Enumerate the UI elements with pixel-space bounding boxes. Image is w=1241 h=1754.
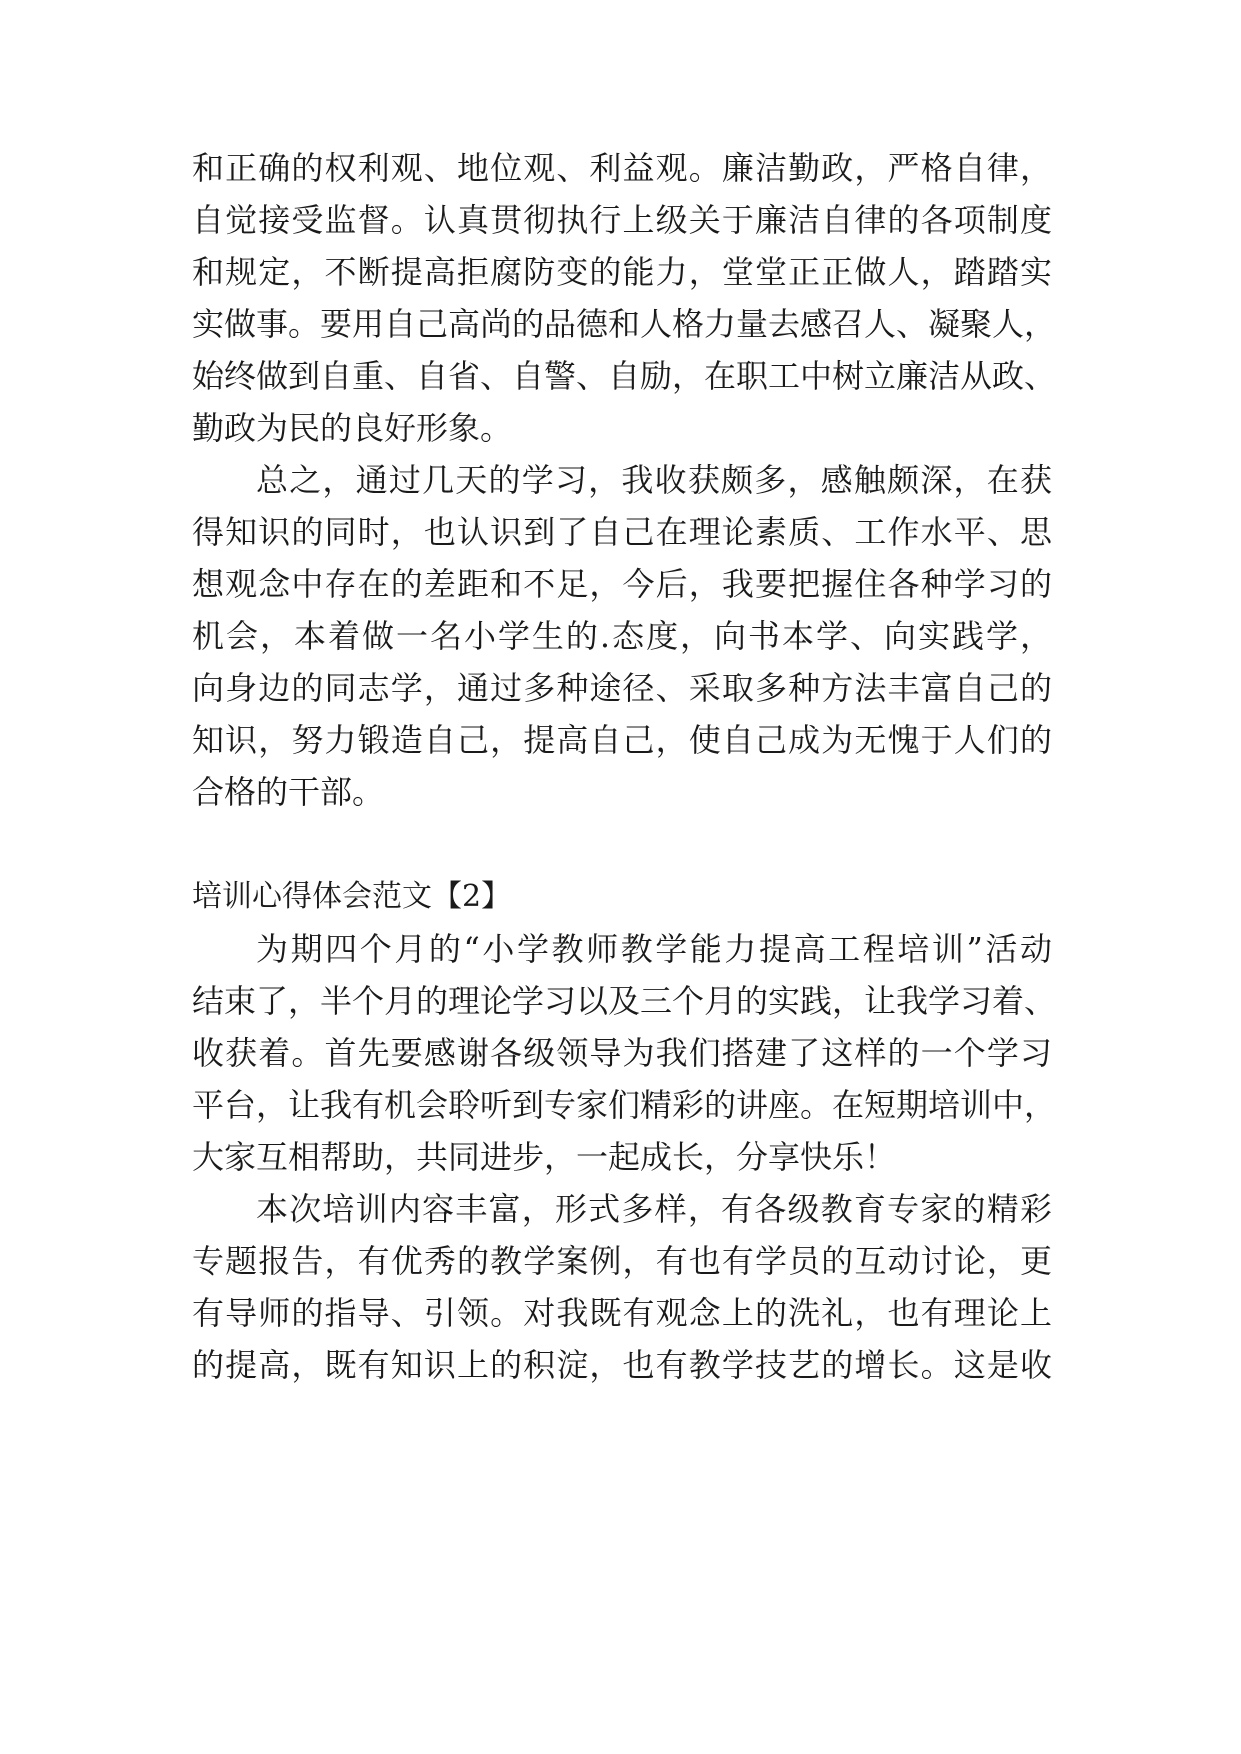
- paragraph-line: 的提高，既有知识上的积淀，也有教学技艺的增长。这是收: [192, 1346, 1052, 1384]
- paragraph-line: 和规定，不断提高拒腐防变的能力，堂堂正正做人，踏踏实: [192, 253, 1052, 291]
- paragraph-line: 勤政为民的良好形象。: [192, 409, 513, 447]
- paragraph-line: 专题报告，有优秀的教学案例，有也有学员的互动讨论，更: [192, 1242, 1052, 1280]
- paragraph-line: 总之，通过几天的学习，我收获颇多，感触颇深，在获: [256, 461, 1052, 499]
- paragraph-line: 实做事。要用自己高尚的品德和人格力量去感召人、凝聚人，: [192, 305, 1057, 343]
- section-heading: 培训心得体会范文【2】: [192, 879, 512, 914]
- paragraph-line: 合格的干部。: [192, 773, 385, 811]
- paragraph-line: 始终做到自重、自省、自警、自励，在职工中树立廉洁从政、: [192, 357, 1057, 395]
- paragraph-line: 知识，努力锻造自己，提高自己，使自己成为无愧于人们的: [192, 721, 1052, 759]
- paragraph-line: 有导师的指导、引领。对我既有观念上的洗礼，也有理论上: [192, 1294, 1052, 1332]
- paragraph-line: 本次培训内容丰富，形式多样，有各级教育专家的精彩: [256, 1190, 1052, 1228]
- paragraph-line: 平台，让我有机会聆听到专家们精彩的讲座。在短期培训中，: [192, 1086, 1057, 1124]
- paragraph-line: 机会，本着做一名小学生的.态度，向书本学、向实践学，: [192, 617, 1052, 655]
- paragraph-line: 为期四个月的“小学教师教学能力提高工程培训”活动: [256, 930, 1052, 968]
- paragraph-line: 向身边的同志学，通过多种途径、采取多种方法丰富自己的: [192, 669, 1052, 707]
- paragraph-line: 结束了，半个月的理论学习以及三个月的实践，让我学习着、: [192, 982, 1057, 1020]
- paragraph-line: 收获着。首先要感谢各级领导为我们搭建了这样的一个学习: [192, 1034, 1052, 1072]
- paragraph-line: 想观念中存在的差距和不足，今后，我要把握住各种学习的: [192, 565, 1052, 603]
- paragraph-line: 和正确的权利观、地位观、利益观。廉洁勤政，严格自律，: [192, 149, 1052, 187]
- paragraph-line: 得知识的同时，也认识到了自己在理论素质、工作水平、思: [192, 513, 1052, 551]
- paragraph-line: 自觉接受监督。认真贯彻执行上级关于廉洁自律的各项制度: [192, 201, 1052, 239]
- paragraph-line: 大家互相帮助，共同进步，一起成长，分享快乐！: [192, 1138, 897, 1176]
